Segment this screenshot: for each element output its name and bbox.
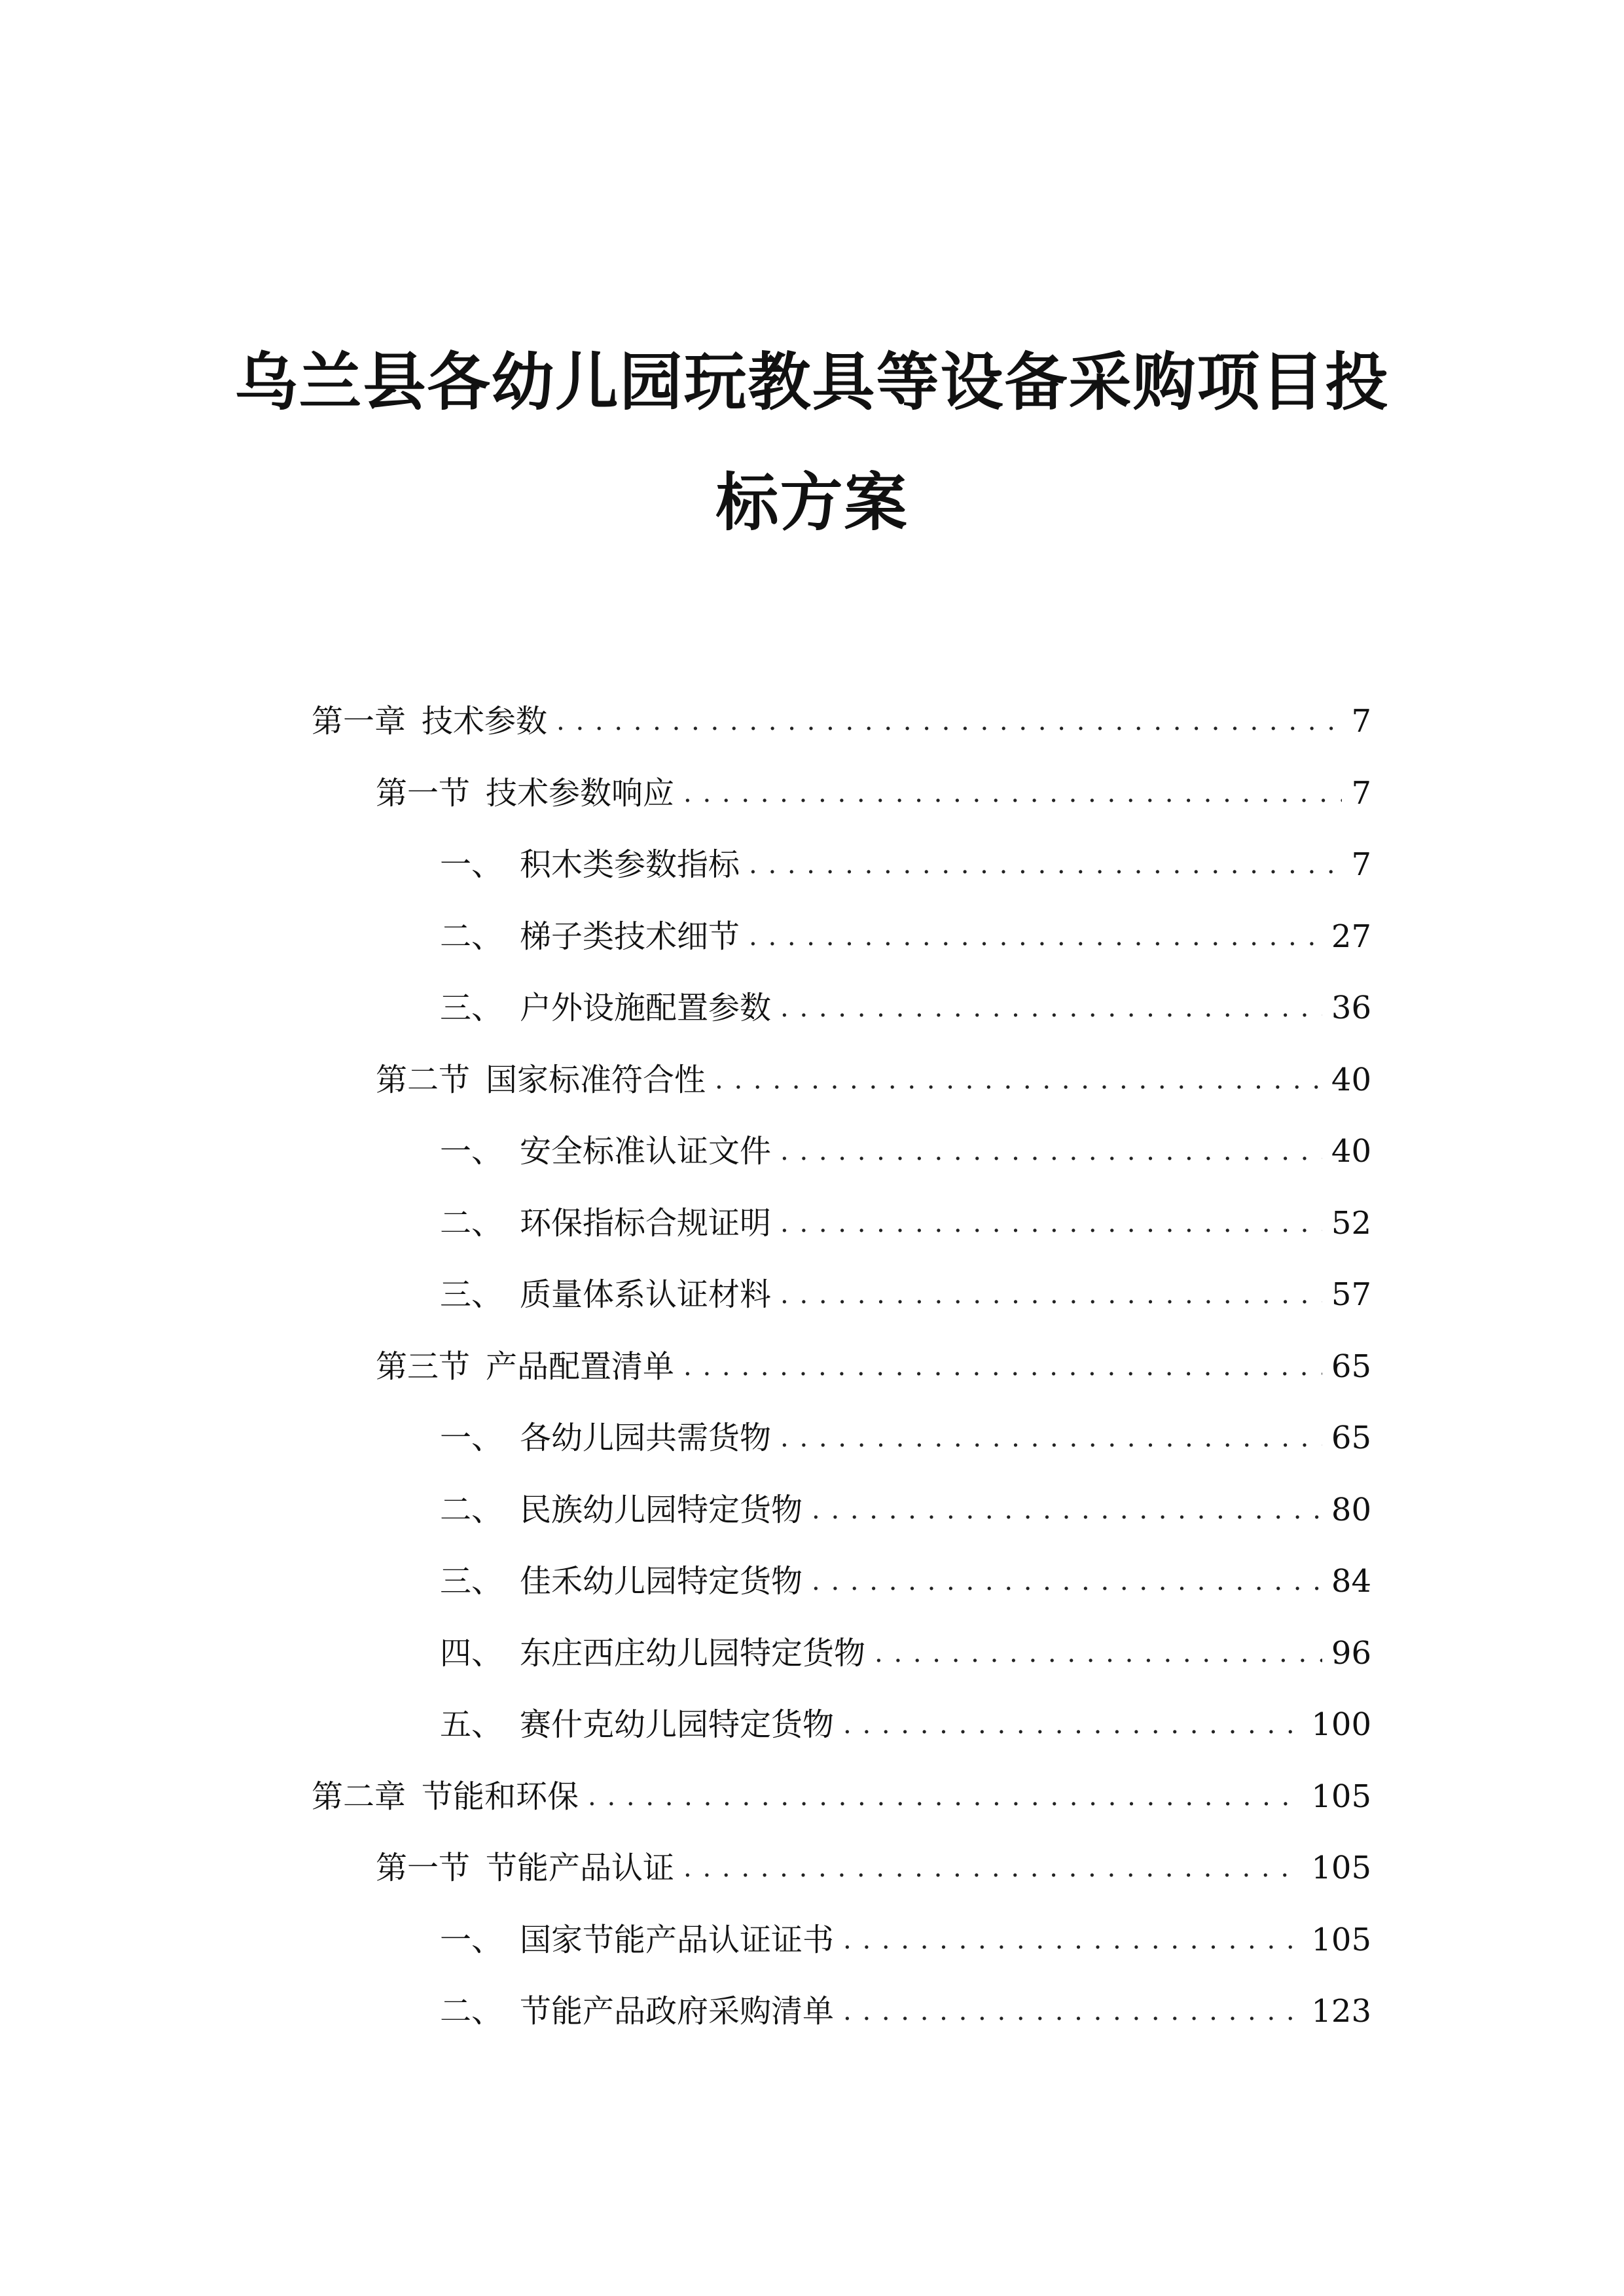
toc-entry[interactable] — [376, 1054, 1371, 1106]
toc-dot-leader — [683, 767, 1342, 819]
toc-entry-prefix: 一、 — [440, 846, 503, 883]
toc-entry[interactable] — [440, 1698, 1371, 1751]
toc-entry-prefix: 第一节 — [376, 1850, 471, 1886]
toc-entry-prefix: 三、 — [440, 1563, 503, 1600]
toc-dot-leader — [780, 1197, 1322, 1249]
toc-entry-page-number: 57 — [1331, 1276, 1371, 1313]
toc-dot-leader — [843, 1914, 1302, 1966]
toc-dot-leader — [780, 982, 1322, 1034]
toc-dot-leader — [843, 1698, 1302, 1751]
toc-entry-title: 质量体系认证材料 — [520, 1276, 772, 1313]
toc-entry-prefix: 二、 — [440, 1491, 503, 1528]
toc-entry-prefix: 第三节 — [376, 1348, 471, 1385]
toc-entry[interactable] — [440, 1412, 1371, 1464]
toc-dot-leader — [715, 1054, 1322, 1106]
toc-entry-prefix: 五、 — [440, 1706, 503, 1743]
toc-entry-page-number: 80 — [1331, 1491, 1371, 1528]
document-title-line1: 乌兰县各幼儿园玩教具等设备采购项目投 — [234, 346, 1390, 419]
toc-entry-title: 节能产品政府采购清单 — [520, 1993, 835, 2030]
toc-dot-leader — [843, 1985, 1302, 2037]
toc-entry-prefix: 第二节 — [376, 1061, 471, 1098]
toc-entry-page-number: 40 — [1331, 1133, 1371, 1170]
toc-entry-prefix: 三、 — [440, 990, 503, 1026]
toc-entry-title: 技术参数 — [422, 703, 548, 740]
toc-dot-leader — [683, 1340, 1322, 1393]
toc-entry[interactable] — [440, 1555, 1371, 1607]
toc-entry-prefix: 一、 — [440, 1921, 503, 1958]
toc-dot-leader — [780, 1412, 1322, 1464]
toc-entry-title: 户外设施配置参数 — [520, 990, 772, 1026]
document-title-line2: 标方案 — [715, 466, 909, 539]
toc-entry-prefix: 四、 — [440, 1634, 503, 1672]
toc-dot-leader — [875, 1627, 1322, 1679]
toc-entry-page-number: 105 — [1311, 1778, 1371, 1815]
toc-dot-leader — [749, 838, 1342, 891]
toc-entry-title: 节能和环保 — [422, 1778, 579, 1815]
toc-dot-leader — [556, 695, 1342, 747]
toc-dot-leader — [588, 1770, 1302, 1823]
toc-dot-leader — [812, 1555, 1322, 1607]
toc-entry-title: 国家节能产品认证证书 — [520, 1921, 835, 1958]
toc-entry-page-number: 96 — [1331, 1634, 1371, 1672]
toc-entry[interactable] — [376, 1842, 1371, 1894]
toc-entry-page-number: 40 — [1331, 1061, 1371, 1098]
toc-entry-prefix: 二、 — [440, 1204, 503, 1242]
toc-entry-page-number: 7 — [1351, 703, 1371, 740]
toc-entry-page-number: 105 — [1311, 1921, 1371, 1958]
toc-entry-prefix: 三、 — [440, 1276, 503, 1313]
toc-entry-title: 佳禾幼儿园特定货物 — [520, 1563, 803, 1600]
toc-dot-leader — [780, 1125, 1322, 1177]
toc-entry-page-number: 65 — [1331, 1420, 1371, 1456]
toc-entry[interactable] — [440, 1268, 1371, 1321]
toc-entry[interactable] — [440, 1627, 1371, 1679]
toc-dot-leader — [812, 1484, 1322, 1536]
toc-entry[interactable] — [440, 1125, 1371, 1177]
toc-dot-leader — [780, 1268, 1322, 1321]
toc-entry-page-number: 36 — [1331, 990, 1371, 1026]
toc-entry[interactable] — [312, 1770, 1371, 1823]
toc-entry-page-number: 7 — [1351, 846, 1371, 883]
toc-entry-page-number: 52 — [1331, 1204, 1371, 1242]
toc-entry[interactable] — [440, 1914, 1371, 1966]
toc-entry-title: 积木类参数指标 — [520, 846, 740, 883]
toc-entry[interactable] — [440, 1197, 1371, 1249]
toc-entry-page-number: 100 — [1311, 1706, 1371, 1743]
toc-entry-prefix: 一、 — [440, 1420, 503, 1456]
toc-entry[interactable] — [312, 695, 1371, 747]
toc-entry-page-number: 123 — [1311, 1993, 1371, 2030]
toc-entry[interactable] — [440, 1484, 1371, 1536]
toc-entry-prefix: 二、 — [440, 1993, 503, 2030]
toc-entry[interactable] — [440, 982, 1371, 1034]
toc-entry-title: 国家标准符合性 — [486, 1061, 706, 1098]
toc-entry-page-number: 27 — [1331, 918, 1371, 955]
toc-entry-title: 技术参数响应 — [486, 774, 675, 812]
toc-entry-page-number: 7 — [1351, 774, 1371, 812]
toc-entry-title: 民族幼儿园特定货物 — [520, 1491, 803, 1528]
toc-entry-title: 节能产品认证 — [486, 1850, 675, 1886]
toc-entry-title: 东庄西庄幼儿园特定货物 — [520, 1634, 866, 1672]
toc-entry[interactable] — [376, 1340, 1371, 1393]
toc-entry-title: 产品配置清单 — [486, 1348, 675, 1385]
toc-entry-page-number: 65 — [1331, 1348, 1371, 1385]
toc-entry-title: 梯子类技术细节 — [520, 918, 740, 955]
toc-entry-title: 赛什克幼儿园特定货物 — [520, 1706, 835, 1743]
toc-entry-title: 各幼儿园共需货物 — [520, 1420, 772, 1456]
toc-entry-prefix: 第二章 — [312, 1778, 406, 1815]
toc-entry-prefix: 二、 — [440, 918, 503, 955]
toc-dot-leader — [749, 910, 1322, 963]
toc-entry[interactable] — [440, 1985, 1371, 2037]
toc-entry[interactable] — [440, 838, 1371, 891]
toc-entry-prefix: 第一节 — [376, 774, 471, 812]
toc-entry[interactable] — [440, 910, 1371, 963]
toc-entry-page-number: 105 — [1311, 1850, 1371, 1886]
toc-entry-title: 安全标准认证文件 — [520, 1133, 772, 1170]
toc-entry[interactable] — [376, 767, 1371, 819]
toc-entry-title: 环保指标合规证明 — [520, 1204, 772, 1242]
toc-dot-leader — [683, 1842, 1302, 1894]
toc-entry-prefix: 一、 — [440, 1133, 503, 1170]
toc-entry-page-number: 84 — [1331, 1563, 1371, 1600]
toc-entry-prefix: 第一章 — [312, 703, 406, 740]
